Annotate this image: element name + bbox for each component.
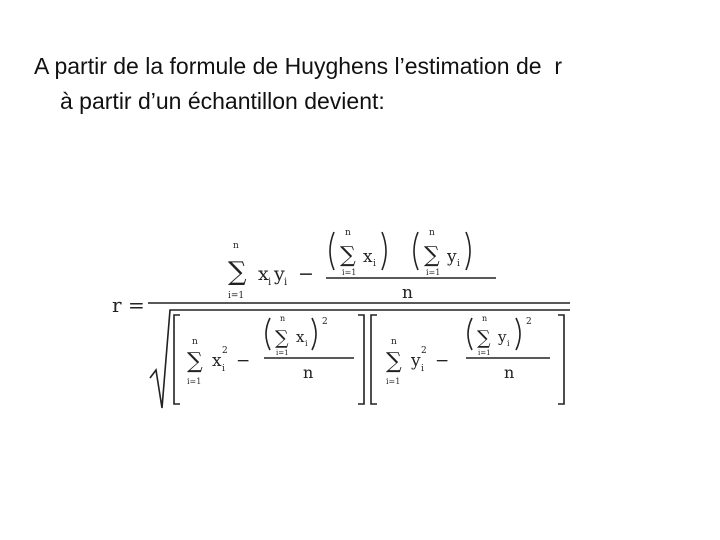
sum-lower-limit: i=1 bbox=[478, 349, 491, 357]
sum-upper-limit: n bbox=[192, 337, 198, 347]
sum-lower-limit: i=1 bbox=[276, 349, 289, 357]
exponent-2: 2 bbox=[322, 317, 328, 327]
denominator bbox=[150, 310, 570, 408]
x-variable: x bbox=[212, 351, 222, 371]
y-subscript: i bbox=[284, 277, 288, 288]
minus-sign: − bbox=[298, 263, 314, 285]
denominator-n: n bbox=[504, 363, 515, 382]
sum-lower-limit: i=1 bbox=[342, 268, 357, 277]
x-subscript: i bbox=[373, 259, 376, 269]
x-variable: x bbox=[296, 328, 305, 346]
left-paren bbox=[330, 232, 334, 270]
correlation-formula bbox=[100, 218, 580, 418]
sum-lower-limit: i=1 bbox=[426, 268, 441, 277]
sum-symbol: ∑ bbox=[340, 243, 356, 268]
sum-symbol: ∑ bbox=[228, 257, 247, 287]
sum-symbol: ∑ bbox=[386, 349, 402, 374]
left-bracket bbox=[371, 315, 377, 404]
y-subscript: i bbox=[507, 339, 510, 348]
right-bracket bbox=[358, 315, 364, 404]
formula-equals: = bbox=[128, 293, 145, 317]
x-variable: x bbox=[363, 247, 373, 267]
exponent-2: 2 bbox=[222, 346, 228, 356]
left-bracket bbox=[174, 315, 180, 404]
y-variable: y bbox=[274, 263, 285, 285]
denominator-n: n bbox=[303, 363, 314, 382]
right-bracket bbox=[558, 315, 564, 404]
x-subscript: i bbox=[222, 364, 225, 374]
x-subscript: i bbox=[305, 339, 308, 348]
sum-symbol: ∑ bbox=[275, 327, 289, 349]
right-paren bbox=[466, 232, 470, 270]
denominator-n: n bbox=[402, 283, 413, 303]
body-text-line-1: A partir de la formule de Huyghens l’estimation de r bbox=[34, 53, 562, 79]
right-paren bbox=[382, 232, 386, 270]
sum-symbol: ∑ bbox=[187, 349, 203, 374]
sum-lower-limit: i=1 bbox=[187, 377, 202, 386]
y-variable: y bbox=[498, 328, 507, 346]
left-paren bbox=[468, 318, 472, 350]
sum-upper-limit: n bbox=[280, 314, 286, 323]
exponent-2: 2 bbox=[526, 317, 532, 327]
body-text-line-2: à partir d’un échantillon devient: bbox=[60, 88, 385, 114]
sum-symbol: ∑ bbox=[477, 327, 491, 349]
y-subscript: i bbox=[421, 364, 424, 374]
left-paren bbox=[266, 318, 270, 350]
right-paren bbox=[312, 318, 316, 350]
sum-lower-limit: i=1 bbox=[228, 291, 245, 301]
y-variable: y bbox=[447, 247, 457, 267]
numerator bbox=[228, 228, 496, 303]
x-subscript: i bbox=[268, 277, 272, 288]
sum-upper-limit: n bbox=[345, 228, 351, 238]
sum-symbol: ∑ bbox=[424, 243, 440, 268]
sum-lower-limit: i=1 bbox=[386, 377, 401, 386]
sum-upper-limit: n bbox=[391, 337, 397, 347]
minus-sign: − bbox=[435, 351, 450, 371]
y-subscript: i bbox=[457, 259, 460, 269]
sum-upper-limit: n bbox=[233, 241, 239, 251]
formula-lhs: r bbox=[112, 293, 122, 317]
left-paren bbox=[414, 232, 418, 270]
x-variable: x bbox=[258, 263, 269, 285]
exponent-2: 2 bbox=[421, 346, 427, 356]
sum-upper-limit: n bbox=[482, 314, 488, 323]
y-variable: y bbox=[411, 351, 421, 371]
sum-upper-limit: n bbox=[429, 228, 435, 238]
right-paren bbox=[516, 318, 520, 350]
minus-sign: − bbox=[236, 351, 251, 371]
